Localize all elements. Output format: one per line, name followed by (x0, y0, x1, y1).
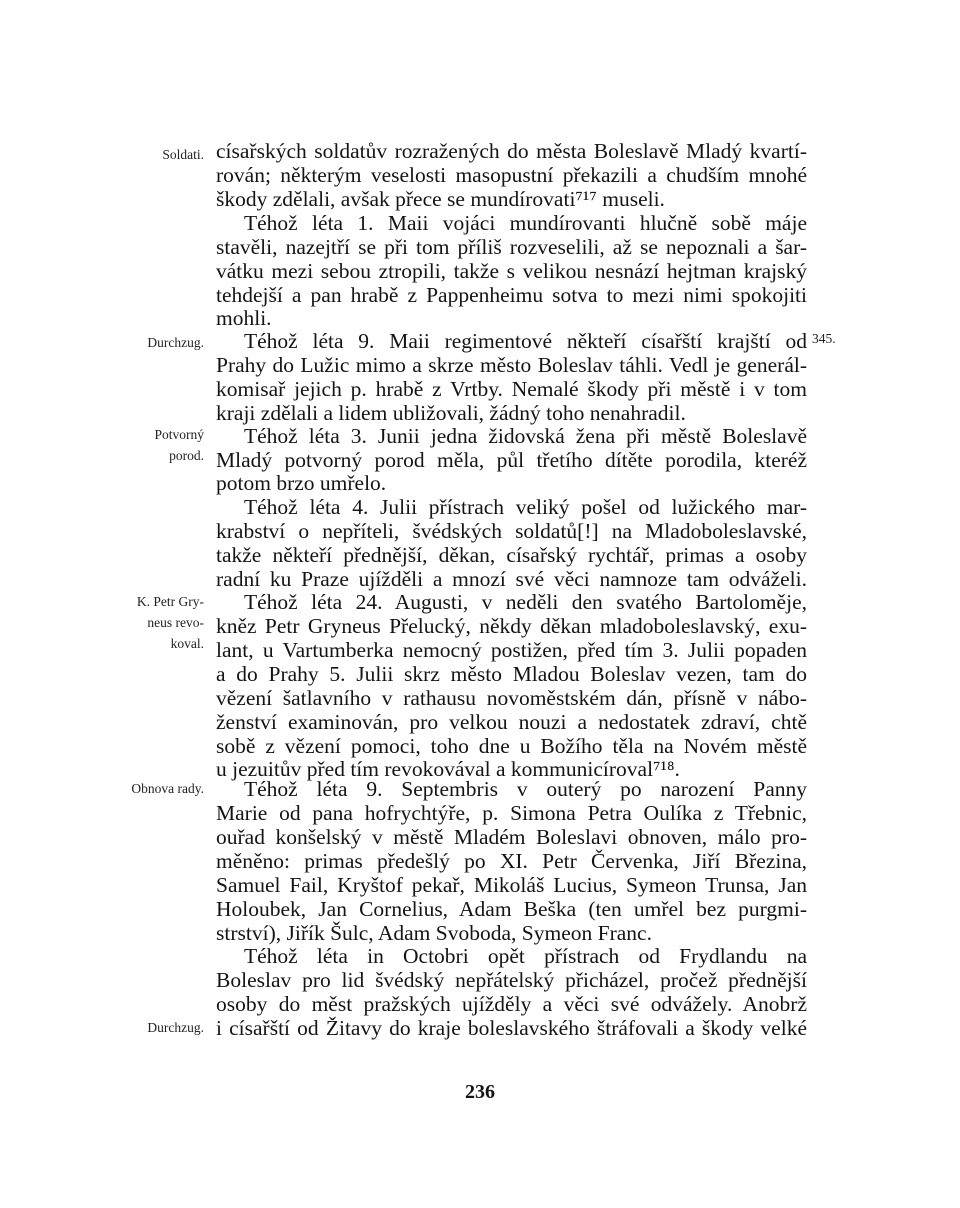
text-line: ouřad konšelský v městě Mladém Boleslavi obnoven, málo pro- (216, 825, 807, 849)
margin-note: Durchzug. (147, 335, 204, 350)
text-line: Samuel Fail, Kryštof pekař, Mikoláš Lucius, Symeon Trunsa, Jan (216, 873, 807, 897)
text-line: mohli. (216, 306, 272, 330)
text-line: Téhož léta 3. Junii jedna židovská žena při městě Boleslavě (244, 424, 807, 448)
margin-note: porod. (169, 448, 204, 463)
margin-note: Obnova rady. (131, 781, 204, 796)
text-line: Téhož léta 1. Maii vojáci mundírovanti hlučně sobě máje (244, 211, 807, 235)
text-line: Prahy do Lužic mimo a skrze město Boleslav táhli. Vedl je generál- (216, 353, 807, 377)
text-line: krabství o nepříteli, švédských soldatů[!] na Mladoboleslavské, (216, 519, 807, 543)
text-line: tehdejší a pan hrabě z Pappenheimu sotva to mezi nimi spokojiti (216, 283, 807, 307)
text-line: stavěli, nazejtří se při tom příliš rozveselili, až se nepoznali a šar- (216, 235, 807, 259)
text-line: Mladý potvorný porod měla, půl třetího dítěte porodila, kteréž (216, 448, 807, 472)
text-line: radní ku Praze ujížděli a mnozí své věci namnoze tam odváželi. (216, 567, 807, 591)
text-line: kraji zdělali a lidem ubližovali, žádný toho nenahradil. (216, 401, 686, 425)
margin-note: neus revo- (147, 615, 204, 630)
margin-note: koval. (170, 636, 204, 651)
text-line: Marie od pana hofrychtýře, p. Simona Petra Oulíka z Třebnic, (216, 801, 807, 825)
text-line: Téhož léta 9. Septembris v outerý po narození Panny (244, 777, 807, 801)
text-line: osoby do měst pražských ujížděly a věci své odvážely. Anobrž (216, 992, 807, 1016)
margin-note: Soldati. (162, 147, 204, 162)
text-line: i císařští od Žitavy do kraje boleslavského štráfovali a škody velké (216, 1016, 807, 1040)
text-line: u jezuitův před tím revokovával a kommunicíroval⁷¹⁸. (216, 757, 680, 781)
side-page-number: 345. (812, 331, 836, 346)
text-line: Téhož léta 9. Maii regimentové někteří císařští krajští od (244, 329, 807, 353)
text-line: vátku mezi sebou ztropili, takže s velikou nesnází hejtman krajský (216, 259, 807, 283)
text-line: měněno: primas předešlý po XI. Petr Červenka, Jiří Březina, (216, 849, 807, 873)
text-line: Téhož léta 24. Augusti, v neděli den svatého Bartoloměje, (244, 590, 807, 614)
text-line: ženství examinován, pro velkou nouzi a nedostatek zdraví, chtě (216, 710, 807, 734)
text-line: rován; některým veselosti masopustní překazili a chudším mnohé (216, 163, 807, 187)
text-line: vězení šatlavního v rathausu novoměstském dán, přísně v nábo- (216, 686, 807, 710)
text-line: potom brzo umřelo. (216, 471, 387, 495)
text-line: Téhož léta in Octobri opět přístrach od Frydlandu na (244, 944, 807, 968)
text-line: císařských soldatův rozražených do města Boleslavě Mladý kvartí- (216, 139, 807, 163)
text-line: Téhož léta 4. Julii přístrach veliký pošel od lužického mar- (244, 495, 807, 519)
page-number: 236 (465, 1081, 495, 1103)
text-line: Boleslav pro lid švédský nepřátelský přicházel, pročež přednější (216, 968, 807, 992)
text-line: škody zdělali, avšak přece se mundírovati⁷¹⁷ museli. (216, 187, 665, 211)
text-line: kněz Petr Gryneus Přelucký, někdy děkan mladoboleslavský, exu- (216, 614, 807, 638)
text-line: strství), Jiřík Šulc, Adam Svoboda, Symeon Franc. (216, 921, 652, 945)
text-line: a do Prahy 5. Julii skrz město Mladou Boleslav vezen, tam do (216, 662, 807, 686)
text-line: Holoubek, Jan Cornelius, Adam Beška (ten umřel bez purgmi- (216, 897, 807, 921)
text-line: sobě z vězení pomoci, toho dne u Božího těla na Novém městě (216, 734, 807, 758)
margin-note: Durchzug. (147, 1020, 204, 1035)
text-line: takže někteří přednější, děkan, císařský rychtář, primas a osoby (216, 543, 807, 567)
text-line: komisař jejich p. hrabě z Vrtby. Nemalé škody při městě i v tom (216, 377, 807, 401)
margin-note: K. Petr Gry- (136, 594, 204, 609)
text-line: lant, u Vartumberka nemocný postižen, před tím 3. Julii popaden (216, 638, 807, 662)
margin-note: Potvorný (154, 427, 204, 442)
